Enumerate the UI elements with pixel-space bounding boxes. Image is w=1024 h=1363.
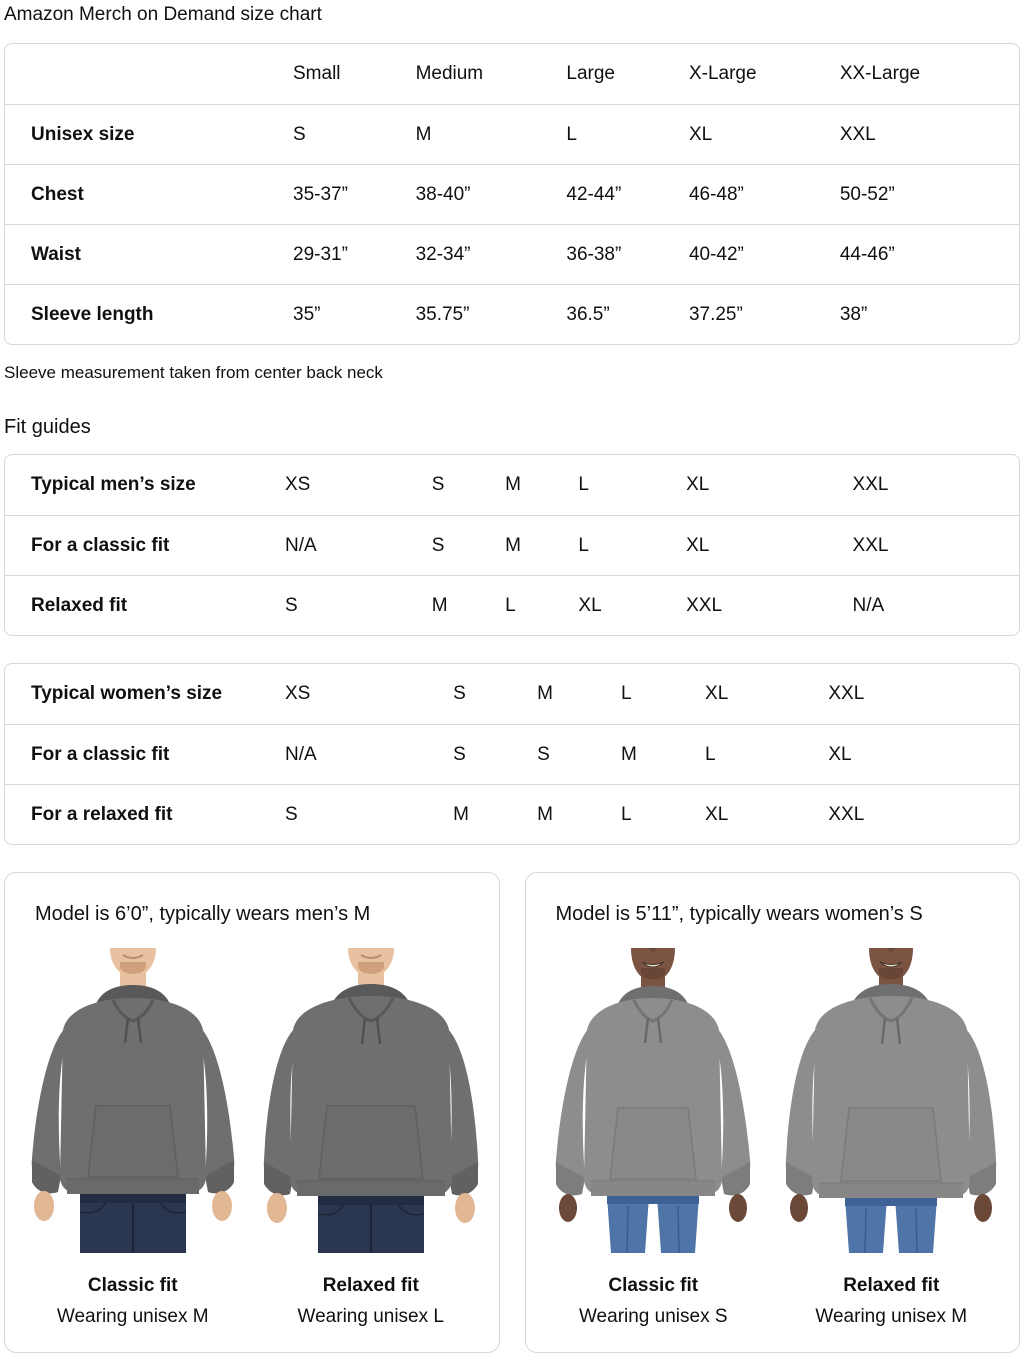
table-cell: 37.25” <box>689 284 840 344</box>
table-cell: M <box>416 104 567 164</box>
table-cell: M <box>453 784 537 844</box>
table-cell: M <box>505 474 521 495</box>
size-table-header-row <box>5 44 1019 104</box>
row-label: For a classic fit <box>5 515 285 575</box>
model-cards <box>4 872 1020 1353</box>
table-cell: L <box>621 784 705 844</box>
table-cell: L <box>578 474 589 495</box>
row-label: Waist <box>5 224 293 284</box>
table-cell: XXL <box>853 515 1019 575</box>
wearing-label: Wearing unisex M <box>56 1306 209 1327</box>
table-cell: M <box>505 515 578 575</box>
size-table-col-header: Medium <box>415 63 484 84</box>
row-label: Chest <box>5 164 293 224</box>
table-cell: 38-40” <box>416 164 567 224</box>
table-cell: 42-44” <box>566 164 689 224</box>
mens-fit-row-classic <box>5 515 1019 575</box>
table-cell: XXL <box>828 683 865 704</box>
table-cell: 36.5” <box>566 284 689 344</box>
table-cell: L <box>566 104 689 164</box>
mens-classic-figure <box>23 948 243 1328</box>
womens-classic-fit-model-photo <box>543 948 763 1253</box>
table-cell: M <box>537 784 621 844</box>
size-table-col-header: Large <box>566 63 615 84</box>
table-cell: XL <box>705 683 729 704</box>
table-cell: XXL <box>686 575 852 635</box>
table-cell: XXL <box>828 784 1019 844</box>
mens-card-title: Model is 6’0”, typically wears men’s M <box>35 903 371 925</box>
size-table-row-chest <box>5 164 1019 224</box>
table-cell: M <box>432 575 505 635</box>
womens-model-card <box>525 872 1021 1353</box>
size-table-col-header: X-Large <box>688 63 757 84</box>
table-cell: L <box>578 515 686 575</box>
fit-label: Classic fit <box>87 1275 178 1296</box>
fit-label: Relaxed fit <box>843 1275 940 1296</box>
table-cell: N/A <box>285 724 453 784</box>
page-title: Amazon Merch on Demand size chart <box>4 4 322 25</box>
mens-fit-table <box>4 454 1020 636</box>
table-cell: L <box>505 575 578 635</box>
mens-fit-row-typical-size <box>5 455 1019 515</box>
table-cell: S <box>431 474 445 495</box>
fit-label: Relaxed fit <box>322 1275 419 1296</box>
table-cell: XL <box>578 575 686 635</box>
womens-figures <box>540 948 1006 1328</box>
womens-relaxed-fit-model-photo <box>781 948 1001 1253</box>
table-cell: N/A <box>853 575 1019 635</box>
table-cell: 29-31” <box>293 224 416 284</box>
size-table-row-sleeve-length <box>5 284 1019 344</box>
table-cell: 35” <box>293 284 416 344</box>
table-cell: S <box>453 724 537 784</box>
table-cell: 35.75” <box>416 284 567 344</box>
womens-fit-row-classic <box>5 724 1019 784</box>
womens-fit-row-relaxed <box>5 784 1019 844</box>
size-table-corner-cell <box>5 44 293 104</box>
table-cell: 35-37” <box>293 164 416 224</box>
row-label: For a relaxed fit <box>5 784 285 844</box>
mens-relaxed-fit-model-photo <box>261 948 481 1253</box>
wearing-label: Wearing unisex S <box>578 1306 728 1327</box>
womens-card-title: Model is 5’11”, typically wears women’s S <box>555 903 923 925</box>
table-cell: XS <box>285 474 311 495</box>
womens-classic-figure <box>543 948 763 1328</box>
table-cell: XL <box>689 104 840 164</box>
row-label: Typical women’s size <box>31 683 223 704</box>
table-cell: 38” <box>840 284 1019 344</box>
table-cell: L <box>621 683 632 704</box>
table-cell: XL <box>686 515 852 575</box>
row-label: For a classic fit <box>5 724 285 784</box>
size-table <box>4 43 1020 345</box>
table-cell: N/A <box>285 515 432 575</box>
table-cell: M <box>537 683 553 704</box>
table-cell: XL <box>686 474 710 495</box>
mens-classic-fit-model-photo <box>23 948 243 1253</box>
table-cell: 36-38” <box>566 224 689 284</box>
wearing-label: Wearing unisex L <box>297 1306 444 1327</box>
fit-label: Classic fit <box>608 1275 699 1296</box>
fit-guides-heading: Fit guides <box>4 416 91 438</box>
row-label: Sleeve length <box>5 284 293 344</box>
table-cell: S <box>285 575 432 635</box>
wearing-label: Wearing unisex M <box>815 1306 968 1327</box>
size-table-row-waist <box>5 224 1019 284</box>
table-cell: XL <box>828 724 1019 784</box>
womens-relaxed-figure <box>781 948 1001 1328</box>
table-cell: 44-46” <box>840 224 1019 284</box>
mens-fit-row-relaxed <box>5 575 1019 635</box>
table-cell: L <box>705 724 828 784</box>
sleeve-measurement-note: Sleeve measurement taken from center back neck <box>4 363 383 382</box>
table-cell: XS <box>285 683 311 704</box>
mens-model-card <box>4 872 500 1353</box>
row-label: Typical men’s size <box>31 474 196 495</box>
size-table-col-header: XX-Large <box>839 63 921 84</box>
table-cell: 32-34” <box>416 224 567 284</box>
table-cell: S <box>537 724 621 784</box>
size-table-row-unisex-size <box>5 104 1019 164</box>
mens-relaxed-figure <box>261 948 481 1328</box>
row-label: Unisex size <box>5 104 293 164</box>
womens-fit-table <box>4 663 1020 845</box>
table-cell: S <box>293 104 416 164</box>
table-cell: 40-42” <box>689 224 840 284</box>
mens-figures <box>19 948 485 1328</box>
table-cell: S <box>453 683 466 704</box>
table-cell: 50-52” <box>840 164 1019 224</box>
table-cell: XL <box>705 784 828 844</box>
table-cell: XXL <box>852 474 889 495</box>
table-cell: XXL <box>840 104 1019 164</box>
size-table-col-header: Small <box>293 63 341 84</box>
womens-fit-row-typical-size <box>5 664 1019 724</box>
table-cell: M <box>621 724 705 784</box>
row-label: Relaxed fit <box>5 575 285 635</box>
table-cell: S <box>432 515 505 575</box>
table-cell: 46-48” <box>689 164 840 224</box>
table-cell: S <box>285 784 453 844</box>
